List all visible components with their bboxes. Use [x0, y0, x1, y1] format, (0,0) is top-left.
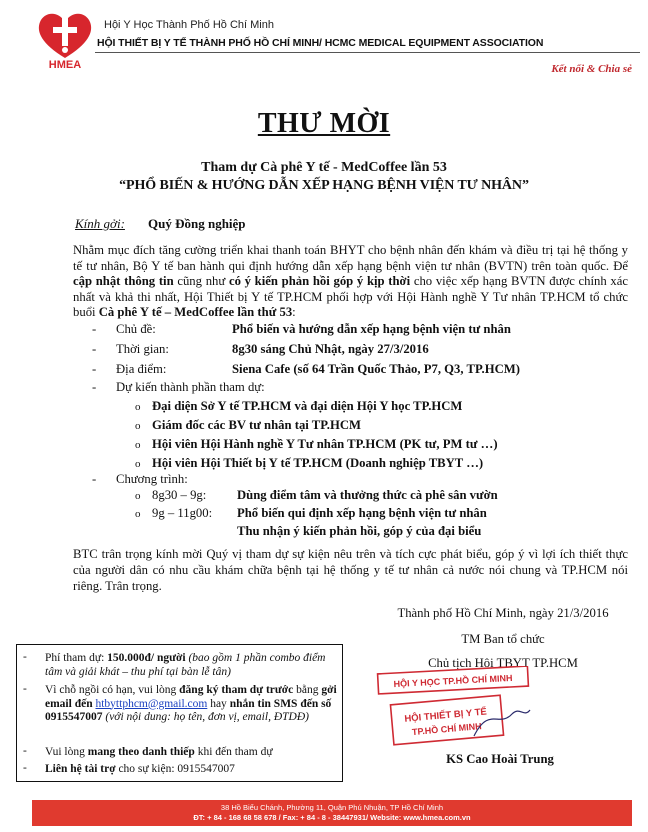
page-title: THƯ MỜI: [257, 108, 391, 139]
footer-bar: [32, 800, 632, 826]
list-dash: -: [92, 472, 97, 486]
org-stamp: [374, 666, 532, 748]
org-name-vi: Hội Y Học Thành Phố Hồ Chí Minh: [104, 19, 274, 31]
participant-item: Hội viên Hội Thiết bị Y tế TP.HCM (Doanh nghiệp TBYT …): [152, 456, 484, 470]
business-card-note: Vui lòng mang theo danh thiếp khi đến tham dự: [45, 746, 273, 758]
svg-text:TP.HỒ CHÍ MINH: TP.HỒ CHÍ MINH: [411, 721, 483, 738]
place-date: Thành phố Hồ Chí Minh, ngày 21/3/2016: [397, 606, 609, 620]
program-time: 9g – 11g00:: [152, 506, 213, 520]
intro-paragraph: Nhằm mục đích tăng cường triển khai thanh toán BHYT cho bệnh nhân đến khám và điều trị tại hệ thống y tế tư nhân, Bộ Y tế ban hành qui định hướng dẫn xếp hạng bệnh viện tư nhân (BVTN) trên toàn quốc. Để cập nhật thông tin cũng như có ý kiến phản hồi góp ý kịp thời cho việc xếp hạng BVTN được chính xác nhất và khả thi nhất, Hội Thiết bị Y tế TP.HCM phối hợp với Hội Hành nghề Y Tư nhân TP.HCM tổ chức buổi Cà phê Y tế – MedCoffee lần thứ 53:: [73, 243, 629, 320]
program-label: Chương trình:: [116, 472, 188, 486]
program-time: 8g30 – 9g:: [152, 488, 207, 502]
signer-title: Chủ tịch Hội TBYT TP.HCM: [428, 656, 578, 670]
header-divider: [95, 52, 640, 53]
event-subtitle: Tham dự Cà phê Y tế - MedCoffee lần 53: [201, 160, 447, 175]
registration-note: Vì chỗ ngồi có hạn, vui lòng đăng ký tham dự trước bằng gởi email đến htbyttphcm@gmail.com hay nhắn tin SMS đến số 0915547007 (với nội dung: họ tên, đơn vị, email, ĐTDĐ): [45, 684, 337, 723]
detail-label: Thời gian:: [116, 342, 169, 356]
detail-value: Siena Cafe (số 64 Trần Quốc Thảo, P7, Q3, TP.HCM): [232, 362, 520, 376]
greeting-label: Kính gởi:: [75, 216, 125, 231]
list-dash: -: [92, 342, 97, 356]
program-item: Phổ biến qui định xếp hạng bệnh viện tư nhân: [237, 506, 487, 520]
email-link[interactable]: htbyttphcm@gmail.com: [95, 697, 208, 710]
detail-label: Chủ đề:: [116, 322, 156, 336]
slogan: Kết nối & Chia sẻ: [551, 63, 632, 75]
list-dash: -: [23, 683, 27, 695]
detail-value: Phổ biến và hướng dẫn xếp hạng bệnh viện tư nhân: [232, 322, 511, 336]
hmea-logo: [34, 8, 96, 72]
signer-name: KS Cao Hoài Trung: [446, 752, 554, 766]
footer-contact: ĐT: + 84 - 168 68 58 678 / Fax: + 84 - 8 - 38447931/ Website: www.hmea.com.vn: [193, 813, 471, 822]
bullet-circle: o: [135, 401, 141, 413]
bullet-circle: o: [135, 420, 141, 432]
fee-note: Phí tham dự: 150.000đ/ người (bao gồm 1 phần combo điểm tâm và giải khát – thu phí tại bàn lễ tân): [45, 652, 326, 678]
greeting-recipient: Quý Đồng nghiệp: [148, 216, 246, 231]
detail-value: 8g30 sáng Chủ Nhật, ngày 27/3/2016: [232, 342, 429, 356]
bullet-circle: o: [135, 458, 141, 470]
program-item: Dùng điểm tâm và thưởng thức cà phê sân vườn: [237, 488, 498, 502]
signer-role: TM Ban tổ chức: [461, 632, 545, 646]
list-dash: -: [92, 322, 97, 336]
list-dash: -: [23, 745, 27, 757]
program-item: Thu nhận ý kiến phản hồi, góp ý của đại biểu: [237, 524, 482, 538]
svg-text:HỘI THIẾT BỊ Y TẾ: HỘI THIẾT BỊ Y TẾ: [404, 706, 488, 725]
closing-paragraph: BTC trân trọng kính mời Quý vị tham dự sự kiện nêu trên và tích cực phát biểu, góp ý vì lợi ích thiết thực của người dân có nhu cầu khám chữa bệnh tại hệ thống y tế tư nhân cả nước nói chung và TP.HCM nói riêng. Trân trọng.: [73, 547, 628, 593]
detail-label: Địa điểm:: [116, 362, 167, 376]
participant-item: Hội viên Hội Hành nghề Y Tư nhân TP.HCM (PK tư, PM tư …): [152, 437, 498, 451]
svg-text:HMEA: HMEA: [48, 59, 82, 71]
sponsor-note: Liên hệ tài trợ cho sự kiện: 0915547007: [45, 763, 235, 775]
list-dash: -: [92, 380, 97, 394]
participant-item: Giám đốc các BV tư nhân tại TP.HCM: [152, 418, 361, 432]
org-name-full: HỘI THIẾT BỊ Y TẾ THÀNH PHỐ HỒ CHÍ MINH/ HCMC MEDICAL EQUIPMENT ASSOCIATION: [97, 37, 544, 49]
info-box: [16, 644, 343, 782]
bullet-circle: o: [135, 490, 141, 502]
bullet-circle: o: [135, 508, 141, 520]
list-dash: -: [23, 762, 27, 774]
bullet-circle: o: [135, 439, 141, 451]
participants-label: Dự kiến thành phần tham dự:: [116, 380, 265, 394]
list-dash: -: [92, 362, 97, 376]
footer-address: 38 Hồ Biểu Chánh, Phường 11, Quận Phú Nhuận, TP Hồ Chí Minh: [220, 803, 444, 812]
list-dash: -: [23, 651, 27, 663]
participant-item: Đại diện Sở Y tế TP.HCM và đại diện Hội Y học TP.HCM: [152, 399, 463, 413]
svg-text:HỘI Y HỌC TP.HỒ CHÍ MINH: HỘI Y HỌC TP.HỒ CHÍ MINH: [393, 672, 513, 690]
event-topic: “PHỔ BIẾN & HƯỚNG DẪN XẾP HẠNG BỆNH VIỆN TƯ NHÂN”: [119, 178, 529, 193]
